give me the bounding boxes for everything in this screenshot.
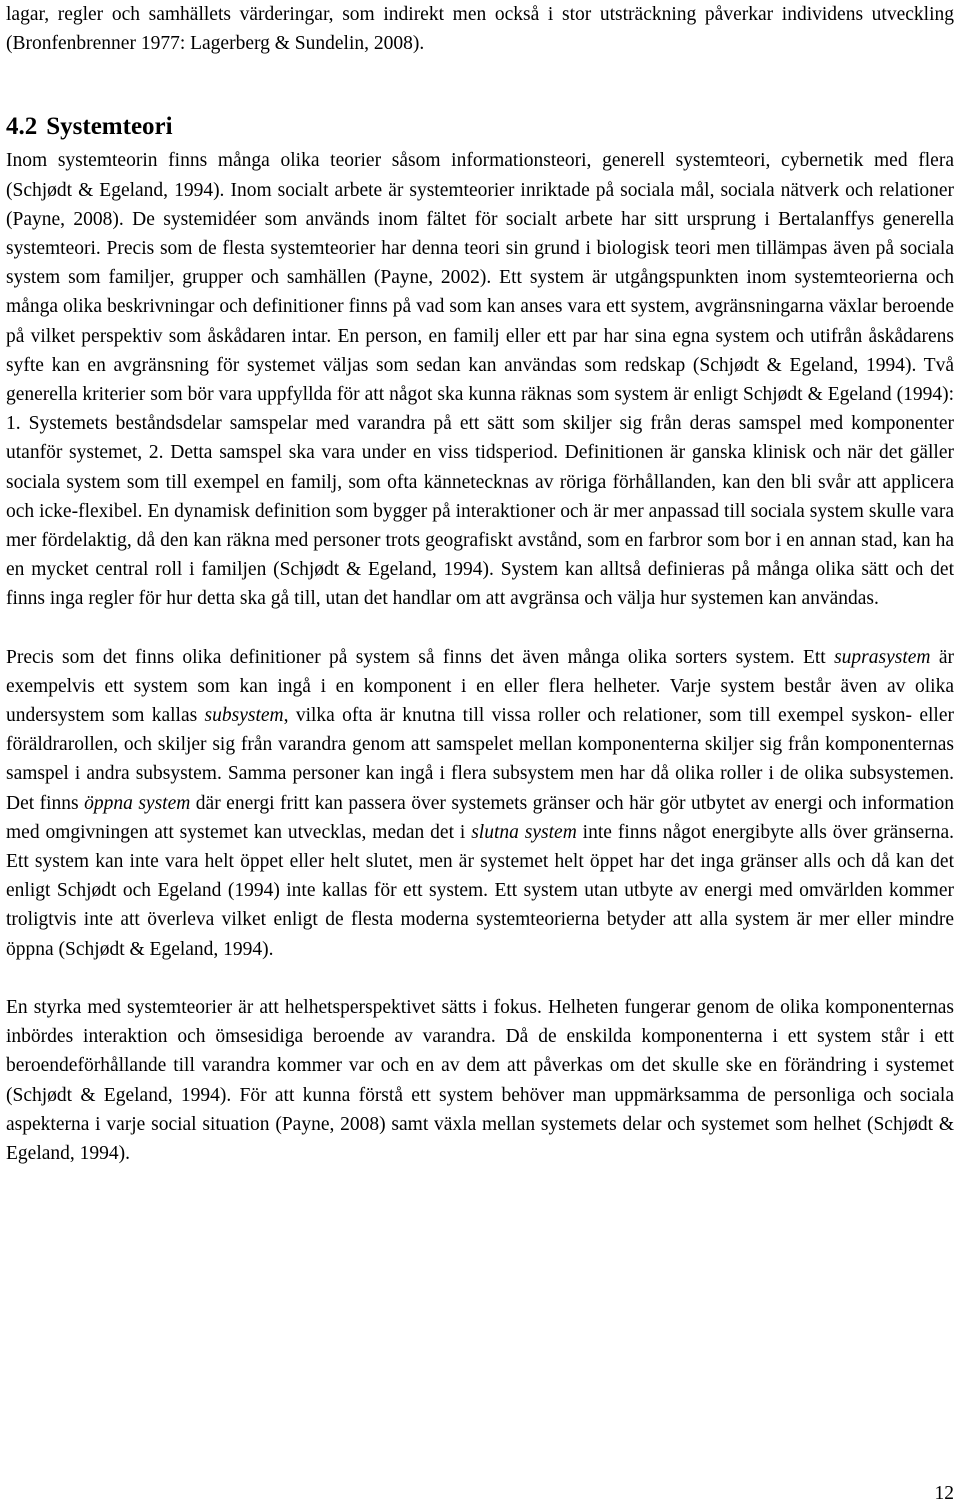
term-suprasystem: suprasystem: [834, 646, 931, 668]
section-number: 4.2: [6, 113, 38, 141]
paragraph-3: En styrka med systemteorier är att helhetsperspektivet sätts i fokus. Helheten fungerar genom de olika komponenternas inbördes interaktion och ömsesidiga beroende av varandra. Då de enskilda komponenterna i ett system står i ett beroendeförhållande till varandra kommer var och en av dem att påverkas om det skulle ske en förändring i systemet (Schjødt & Egeland, 1994). För att kunna förstå ett system behöver man uppmärksamma de personliga och sociala aspekterna i varje social situation (Payne, 2008) samt växla mellan systemets delar och systemet som helhet (Schjødt & Egeland, 1994).: [6, 996, 954, 1164]
paragraph-2-text-3: , vilka ofta är knutna till vissa roller och relationer, som till exempel syskon- eller föräldrarollen, och skiljer sig från varandra genom att samspelet mellan komponenterna skiljer sig från komponenternas samspel i andra subsystem. Samma personer kan ingå i flera subsystem men har då olika roller i de olika subsystemen. Det finns: [6, 705, 955, 814]
paragraph-2: [6, 643, 954, 964]
section-title: Systemteori: [46, 113, 173, 141]
term-subsystem: subsystem: [204, 705, 284, 727]
intro-paragraph: lagar, regler och samhällets värderingar, som indirekt men också i stor utsträckning påverkar individens utveckling (Bronfenbrenner 1977: Lagerberg & Sundelin, 2008).: [6, 4, 954, 55]
paragraph-1: Inom systemteorin finns många olika teorier såsom informationsteori, generell systemteori, cybernetik med flera (Schjødt & Egeland, 1994). Inom socialt arbete är systemteorier inriktade på sociala mål, sociala nätverk och relationer (Payne, 2008). De systemidéer som används inom fältet för socialt arbete har sitt ursprung i Bertalanffys generella systemteori. Precis som de flesta systemteorier har denna teori sin grund i biologisk teori men tillämpas även på sociala system som familjer, grupper och samhällen (Payne, 2002). Ett system är utgångspunkten inom systemteorierna och många olika beskrivningar och definitioner finns på vad som kan anses vara ett system, avgränsningarna växlar beroende på vilket perspektiv som åskådaren intar. En person, en familj eller ett par har sina egna system och utifrån åskådarens syfte kan en avgränsning för systemet väljas som sedan kan användas som redskap (Schjødt & Egeland, 1994). Två generella kriterier som bör vara uppfyllda för att något ska kunna räknas som system är enligt Schjødt & Egeland (1994): 1. Systemets beståndsdelar samspelar med varandra på ett sätt som skiljer sig från deras samspel med komponenter utanför systemet, 2. Detta samspel ska vara under en viss tidsperiod. Definitionen är ganska klinisk och när det gäller sociala system som till exempel en familj, som ofta kännetecknas av röriga förhållanden, kan den bli svår att applicera och icke-flexibel. En dynamisk definition som bygger på interaktioner och är mer anpassad till sociala system skulle vara mer fördelaktig, då den kan räkna med personer trots geografiskt avstånd, som en farbror som bor i en annan stad, kan ha en mycket central roll i familjen (Schjødt & Egeland, 1994). System kan alltså definieras på många olika sätt och det finns inga regler för hur detta ska gå till, utan det handlar om att avgränsa och välja hur systemen kan användas.: [6, 150, 954, 610]
page-number: 12: [934, 1483, 954, 1504]
paragraph-2-text-5: inte finns något energibyte alls över gränserna. Ett system kan inte vara helt öppet eller helt slutet, men är systemet helt öppet har det inga gränser alls och då kan det enligt Schjødt och Egeland (1994) inte kallas för ett system. Ett system utan utbyte av energi med omvärlden kommer troligtvis inte att överleva vilket enligt de flesta moderna systemteorierna betyder att alla system är mer eller mindre öppna (Schjødt & Egeland, 1994).: [6, 821, 954, 960]
paragraph-2-text-4: där energi fritt kan passera över systemets gränser och här gör utbytet av energi och information med omgivningen att systemet kan utvecklas, medan det i: [6, 792, 954, 843]
term-closed-system: slutna system: [471, 821, 577, 843]
term-open-system: öppna system: [84, 792, 191, 814]
paragraph-2-text-2: är exempelvis ett system som kan ingå i en komponent i en eller flera helheter. Varje system består även av olika undersystem som kallas: [6, 646, 954, 727]
paragraph-2-text-1: Precis som det finns olika definitioner på system så finns det även många olika sorters system. Ett: [6, 646, 835, 668]
section-heading: [6, 112, 954, 142]
document-page: [6, 0, 954, 1168]
